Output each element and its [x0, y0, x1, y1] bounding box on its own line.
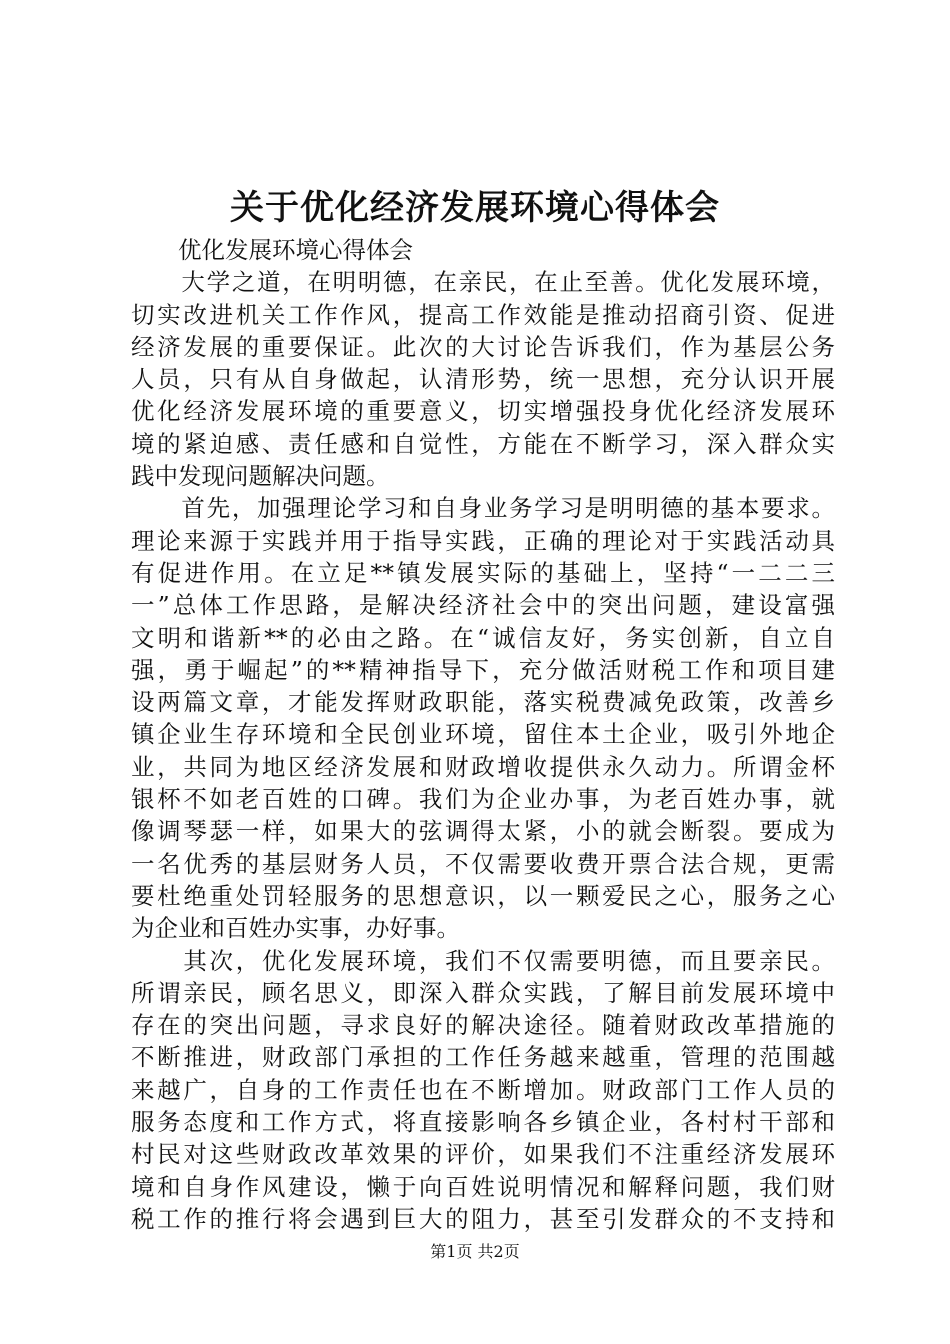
- body-text-line: 其次，优化发展环境，我们不仅需要明德，而且要亲民。: [131, 946, 835, 975]
- body-text-line: 有促进作用。在立足**镇发展实际的基础上，坚持“一二二三: [131, 558, 835, 587]
- body-text-line: 大学之道，在明明德，在亲民，在止至善。优化发展环境，: [131, 268, 835, 297]
- body-text-line: 优化经济发展环境的重要意义，切实增强投身优化经济发展环: [131, 397, 835, 426]
- body-text-line: 境的紧迫感、责任感和自觉性，方能在不断学习，深入群众实: [131, 429, 835, 458]
- page-footer: 第1页 共2页: [430, 1242, 520, 1261]
- body-text-line: 一”总体工作思路，是解决经济社会中的突出问题，建设富强: [131, 591, 835, 620]
- body-text-line: 境和自身作风建设，懒于向百姓说明情况和解释问题，我们财: [131, 1172, 835, 1201]
- body-text-line: 优化发展环境心得体会: [131, 236, 413, 264]
- document-body: [131, 234, 835, 1235]
- body-text-line: 践中发现问题解决问题。: [131, 462, 390, 491]
- body-text-line: 文明和谐新**的必由之路。在“诚信友好，务实创新，自立自: [131, 623, 835, 652]
- body-text-line: 税工作的推行将会遇到巨大的阻力，甚至引发群众的不支持和: [131, 1204, 835, 1233]
- body-text-line: 存在的突出问题，寻求良好的解决途径。随着财政改革措施的: [131, 1011, 835, 1040]
- body-text-line: 为企业和百姓办实事，办好事。: [131, 914, 460, 943]
- body-text-line: 镇企业生存环境和全民创业环境，留住本土企业，吸引外地企: [131, 720, 835, 749]
- body-text-line: 村民对这些财政改革效果的评价，如果我们不注重经济发展环: [131, 1140, 835, 1169]
- body-text-line: 所谓亲民，顾名思义，即深入群众实践，了解目前发展环境中: [131, 978, 835, 1007]
- body-text-line: 一名优秀的基层财务人员，不仅需要收费开票合法合规，更需: [131, 849, 835, 878]
- body-text-line: 切实改进机关工作作风，提高工作效能是推动招商引资、促进: [131, 300, 835, 329]
- body-text-line: 业，共同为地区经济发展和财政增收提供永久动力。所谓金杯: [131, 752, 835, 781]
- body-text-line: 经济发展的重要保证。此次的大讨论告诉我们，作为基层公务: [131, 332, 835, 361]
- body-text-line: 像调琴瑟一样，如果大的弦调得太紧，小的就会断裂。要成为: [131, 817, 835, 846]
- body-text-line: 人员，只有从自身做起，认清形势，统一思想，充分认识开展: [131, 365, 835, 394]
- body-text-line: 银杯不如老百姓的口碑。我们为企业办事，为老百姓办事，就: [131, 785, 835, 814]
- body-text-line: 服务态度和工作方式，将直接影响各乡镇企业，各村村干部和: [131, 1108, 835, 1137]
- body-text-line: 不断推进，财政部门承担的工作任务越来越重，管理的范围越: [131, 1043, 835, 1072]
- body-text-line: 首先，加强理论学习和自身业务学习是明明德的基本要求。: [131, 494, 835, 523]
- body-text-line: 来越广，自身的工作责任也在不断增加。财政部门工作人员的: [131, 1075, 835, 1104]
- body-text-line: 要杜绝重处罚轻服务的思想意识，以一颗爱民之心，服务之心: [131, 881, 835, 910]
- body-text-line: 设两篇文章，才能发挥财政职能，落实税费减免政策，改善乡: [131, 688, 835, 717]
- document-title: 关于优化经济发展环境心得体会: [230, 188, 720, 228]
- body-text-line: 理论来源于实践并用于指导实践，正确的理论对于实践活动具: [131, 526, 835, 555]
- body-text-line: 强，勇于崛起”的**精神指导下，充分做活财税工作和项目建: [131, 655, 835, 684]
